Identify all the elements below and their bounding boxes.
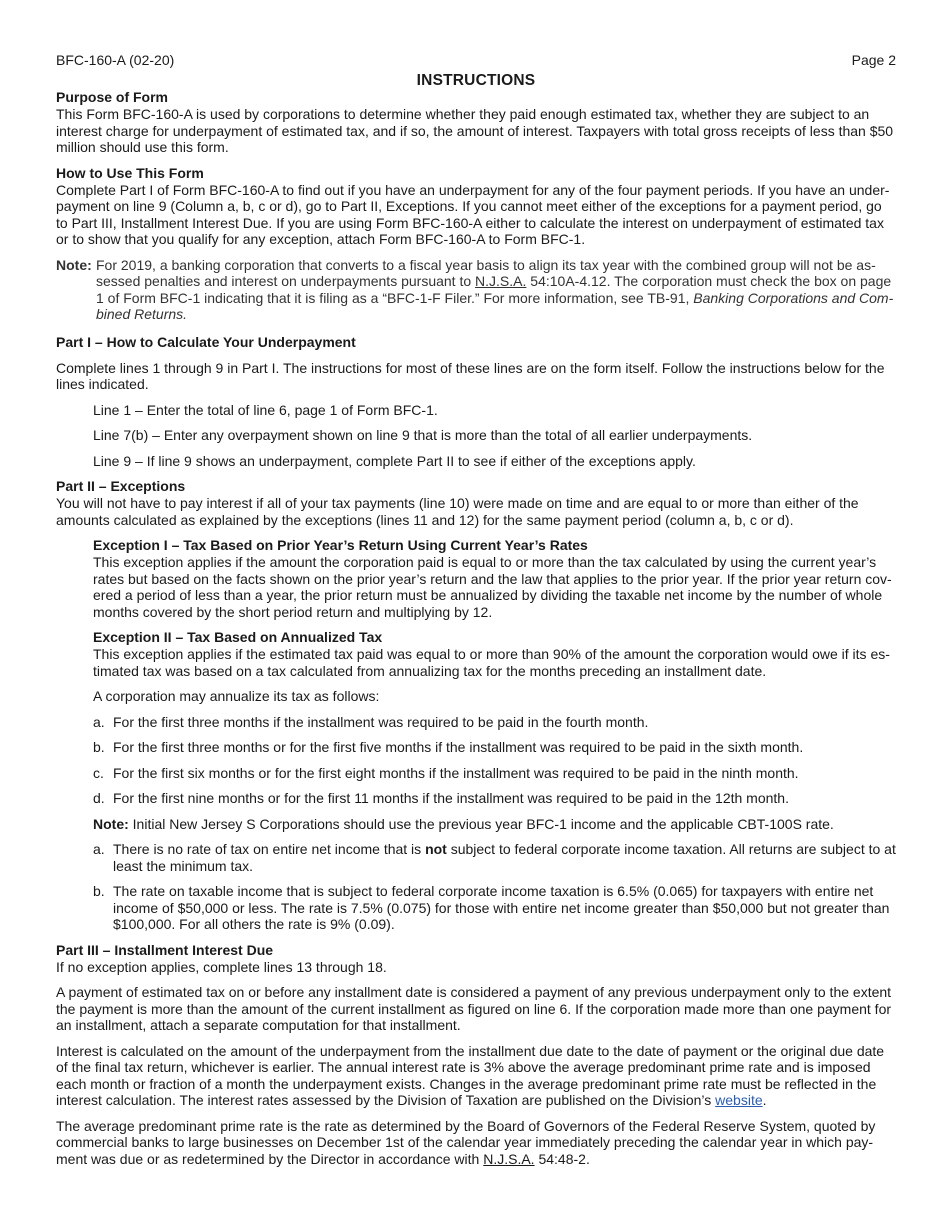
form-id: BFC-160-A (02-20) [56, 52, 175, 68]
how-to-text: Complete Part I of Form BFC-160-A to find out if you have an underpayment for any of the four payment periods. If you have an under-payment on line 9 (Column a, b, c or d), go to Part II, Exceptions. If you cannot meet either of the exceptions for a payment period, go to Part III, Installment Interest Due. If you are using Form BFC-160-A either to calculate the interest on underpayment of estimated tax or to show that you qualify for any exception, attach Form BFC-160-A to Form BFC-1. [56, 181, 890, 247]
rate-a-emphasis: not [425, 841, 447, 857]
purpose-heading: Purpose of Form [56, 89, 169, 105]
list-text: For the first six months or for the first eight months if the installment was required to be paid in the ninth month. [113, 764, 799, 781]
para3-end: 54:48-2. [534, 1150, 590, 1167]
list-key: c. [93, 764, 104, 781]
part3-heading: Part III – Installment Interest Due [56, 941, 274, 958]
note-text-a: For 2019, a banking corporation that converts to a fiscal year basis to align its tax year with the combined group will not be as-sessed penalties and interest on underpayments pursuant to [96, 256, 876, 289]
part1-heading: Part I – How to Calculate Your Underpayment [56, 333, 356, 350]
para2-end: . [762, 1092, 767, 1108]
rate-item-a [93, 841, 896, 874]
list-item [93, 790, 896, 807]
exception2-text: This exception applies if the estimated tax paid was equal to or more than 90% of the amount the corporation would owe if its es-timated tax was based on a tax calculated from annualizing tax for the months preceding an installment date. [93, 646, 890, 679]
rate-a-text-1: There is no rate of tax on entire net income that is [113, 841, 426, 857]
part1-line-9: Line 9 – If line 9 shows an underpayment, complete Part II to see if either of the exceptions apply. [93, 452, 696, 469]
statute-ref: N.J.S.A. [475, 273, 527, 289]
publication-title: Banking Corporations and Com-bined Returns. [96, 289, 894, 322]
part3-para1: A payment of estimated tax on or before any installment date is considered a payment of any previous underpayment only to the extent the payment is more than the amount of the current installment as figured on line 6. If the corporation made more than one payment for an installment, attach a separate computation for that installment. [56, 984, 892, 1033]
banking-note [56, 257, 896, 323]
part1-line-7b: Line 7(b) – Enter any overpayment shown on line 9 that is more than the total of all earlier underpayments. [93, 427, 753, 443]
part3-intro: If no exception applies, complete lines 13 through 18. [56, 958, 387, 975]
part1-intro: Complete lines 1 through 9 in Part I. The instructions for most of these lines are on the form itself. Follow the instructions below for the lines indicated. [56, 359, 885, 392]
annualize-intro: A corporation may annualize its tax as follows: [93, 688, 380, 704]
note-label: Note: [93, 815, 129, 832]
list-text [113, 841, 896, 874]
s-corp-note [93, 816, 896, 833]
note-text [96, 257, 896, 323]
list-item [93, 765, 896, 782]
list-text: For the first nine months or for the first 11 months if the installment was required to be paid in the 12th month. [113, 790, 789, 806]
website-link[interactable]: website [715, 1092, 763, 1108]
part3-para3 [56, 1118, 896, 1168]
list-key: b. [93, 883, 105, 899]
how-to-heading: How to Use This Form [56, 164, 204, 181]
list-key: a. [93, 841, 105, 857]
page-header [56, 52, 896, 69]
list-text: The rate on taxable income that is subject to federal corporate income taxation is 6.5% (0.065) for taxpayers with entire net income of $50,000 or less. The rate is 7.5% (0.075) for those with entire net income greater than $50,000 but not greater than $100,000. For all others the rate is 9% (0.09). [113, 883, 890, 932]
list-key: a. [93, 713, 105, 730]
exception1-heading: Exception I – Tax Based on Prior Year’s Return Using Current Year’s Rates [93, 537, 588, 553]
page-title: INSTRUCTIONS [416, 71, 536, 89]
rate-a-text-2: subject to federal corporate income taxation. All returns are subject to at least the minimum tax. [113, 841, 896, 874]
list-item [93, 714, 896, 731]
page-number: Page 2 [851, 52, 896, 68]
part2-heading: Part II – Exceptions [56, 478, 186, 494]
document-page [56, 52, 896, 1167]
note-text-b: 54:10A-4.12. The corporation must check the box on page 1 of Form BFC-1 indicating that it is filing as a “BFC-1-F Filer.” For more information, see TB-91, [96, 273, 892, 306]
exception2-heading: Exception II – Tax Based on Annualized Tax [93, 629, 383, 645]
list-text: For the first three months or for the first five months if the installment was required to be paid in the sixth month. [113, 739, 804, 755]
exception1-text: This exception applies if the amount the corporation paid is equal to or more than the tax calculated by using the current year’s rates but based on the facts shown on the prior year’s return and the law that applies to the prior year. If the prior year return cov-ered a period of less than a year, the prior return must be annualized by dividing the taxable net income by the number of whole months covered by the short period return and multiplying by 12. [93, 554, 892, 620]
list-item [93, 739, 896, 756]
purpose-text: This Form BFC-160-A is used by corporations to determine whether they paid enough estimated tax, whether they are subject to an interest charge for underpayment of estimated tax, and if so, the amount of interest. Taxpayers with total gross receipts of less than $50 million should use this form. [56, 106, 894, 155]
list-key: b. [93, 739, 105, 755]
part2-intro: You will not have to pay interest if all of your tax payments (line 10) were made on time and are equal to or more than either of the amounts calculated as explained by the exceptions (lines 11 and 12) for the same payment period (column a, b, c or d). [56, 495, 859, 528]
part1-line-1: Line 1 – Enter the total of line 6, page 1 of Form BFC-1. [93, 401, 438, 418]
note-text: Initial New Jersey S Corporations should use the previous year BFC-1 income and the applicable CBT-100S rate. [128, 815, 834, 832]
list-key: d. [93, 790, 105, 806]
para3-text: The average predominant prime rate is the rate as determined by the Board of Governors of the Federal Reserve System, quoted by commercial banks to large businesses on December 1st of the calendar year immediately preceding the calendar year in which pay-ment was due or as redetermined by the Director in accordance with [56, 1117, 876, 1167]
para2-text: Interest is calculated on the amount of the underpayment from the installment due date to the date of payment or the original due date of the final tax return, whichever is earlier. The annual interest rate is 3% above the average predominant prime rate and is imposed each month or fraction of a month the underpayment exists. Changes in the average predominant prime rate must be reflected in the interest calculation. The interest rates assessed by the Division of Taxation are published on the Division’s [56, 1042, 885, 1108]
note-label: Note: [56, 256, 92, 273]
statute-ref: N.J.S.A. [483, 1150, 535, 1167]
rate-item-b [93, 883, 896, 933]
list-text: For the first three months if the installment was required to be paid in the fourth month. [113, 713, 649, 730]
part3-para2 [56, 1043, 896, 1109]
